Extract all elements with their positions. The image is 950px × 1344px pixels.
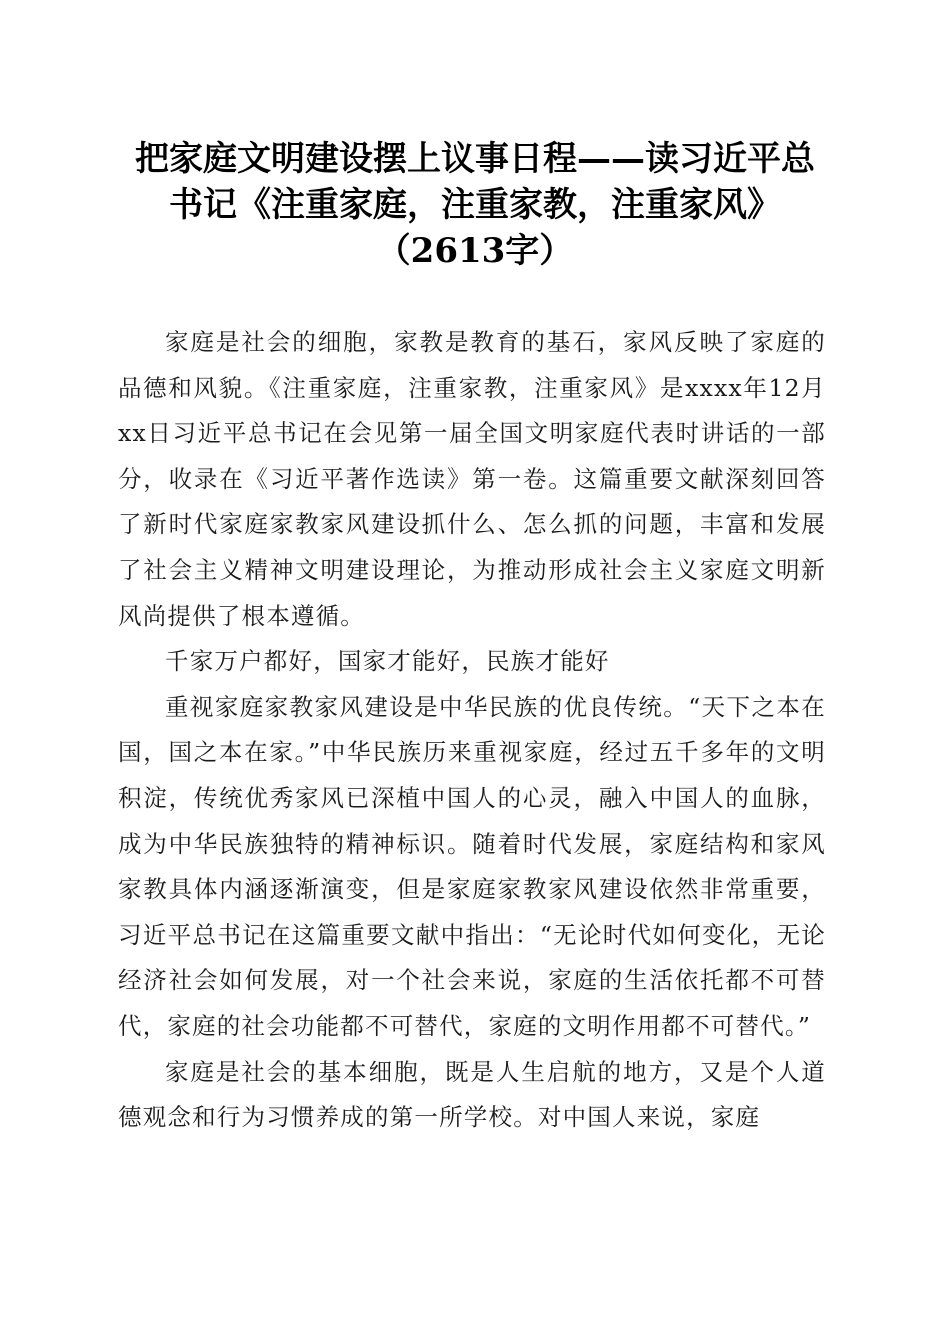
document-body xyxy=(118,320,826,1141)
title-line-3: （2613字） xyxy=(376,231,574,271)
title-line-1: 把家庭文明建设摆上议事日程——读习近平总 xyxy=(135,139,815,179)
paragraph-tradition: 重视家庭家教家风建设是中华民族的优良传统。“天下之本在国，国之本在家。”中华民族历来重视家庭，经过五千多年的文明积淀，传统优秀家风已深植中国人的心灵，融入中国人的血脉，成为中华民族独特的精神标识。随着时代发展，家庭结构和家风家教具体内涵逐渐演变，但是家庭家教家风建设依然非常重要，习近平总书记在这篇重要文献中指出：“无论时代如何变化，无论经济社会如何发展，对一个社会来说，家庭的生活依托都不可替代，家庭的社会功能都不可替代，家庭的文明作用都不可替代。” xyxy=(118,692,826,1040)
section-heading: 千家万户都好，国家才能好，民族才能好 xyxy=(165,647,610,676)
paragraph-intro: 家庭是社会的细胞，家教是教育的基石，家风反映了家庭的品德和风貌。《注重家庭，注重家教，注重家风》是xxxx年12月xx日习近平总书记在会见第一届全国文明家庭代表时讲话的一部分，收录在《习近平著作选读》第一卷。这篇重要文献深刻回答了新时代家庭家教家风建设抓什么、怎么抓的问题，丰富和发展了社会主义精神文明建设理论，为推动形成社会主义家庭文明新风尚提供了根本遵循。 xyxy=(118,328,826,630)
paragraph-family-cell: 家庭是社会的基本细胞，既是人生启航的地方，又是个人道德观念和行为习惯养成的第一所学校。对中国人来说，家庭 xyxy=(118,1057,826,1132)
title-line-2: 书记《注重家庭，注重家教，注重家风》 xyxy=(169,185,781,225)
document-title xyxy=(100,136,850,274)
